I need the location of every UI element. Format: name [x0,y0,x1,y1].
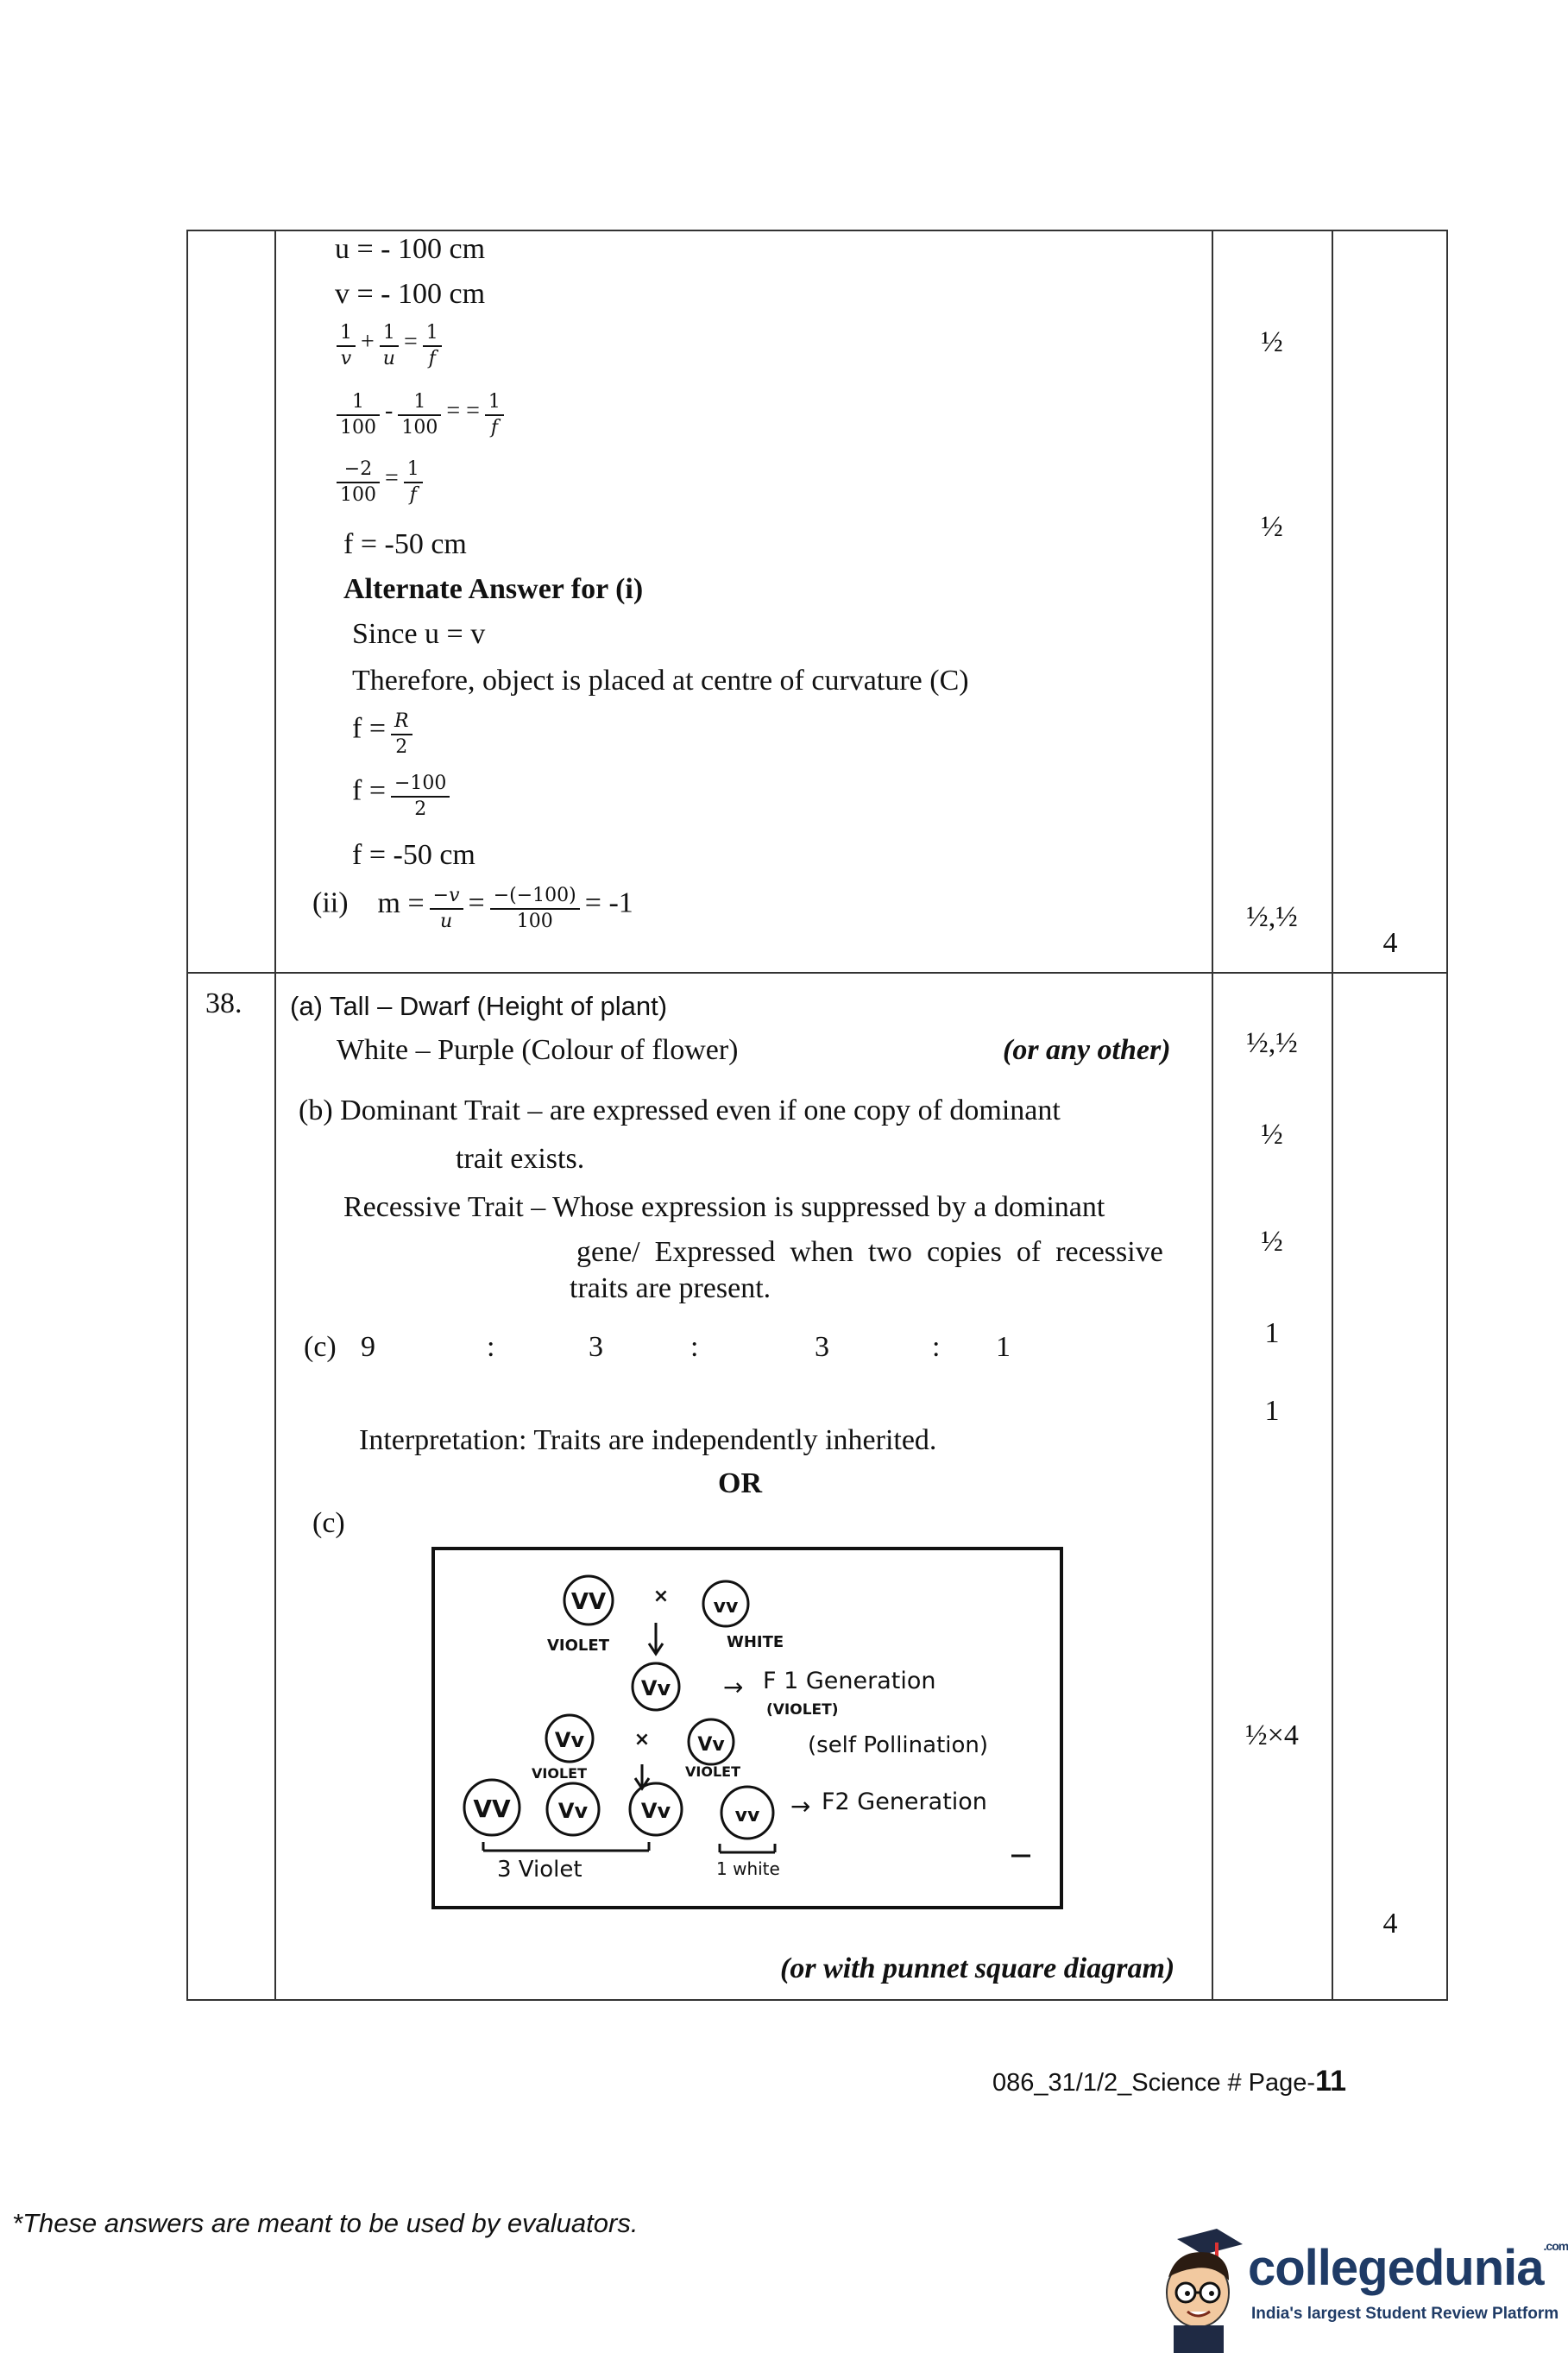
q38-mark-c: 1 [1264,1317,1280,1349]
f2-genotype-3: Vv [640,1799,671,1823]
table-border-top [186,230,1448,231]
q37-v-line: v = - 100 cm [335,278,486,310]
q38-a-note: (or any other) [1003,1034,1171,1066]
table-col-1 [186,230,188,2001]
cross-diagram [431,1547,1063,1909]
q37-lens-formula: $\frac{1}{v}$ + $\frac{1}{u}$ = $\frac{1}{f}$ [335,321,444,371]
f2-genotype-2: Vv [557,1799,589,1823]
self-parent-1-label: VIOLET [532,1765,587,1782]
q37-f-result: f = -50 cm [343,528,467,560]
f1-genotype: Vv [640,1676,671,1700]
q38-a-line1: (a) Tall – Dwarf (Height of plant) [290,991,668,1021]
cross-diagram-svg [435,1550,1060,1906]
table-col-2 [274,230,276,2001]
parent-white-label: WHITE [727,1633,784,1651]
q38-ratio-0: 9 [361,1331,375,1363]
q37-u-line: u = - 100 cm [335,233,486,265]
q38-ratio-4: 3 [815,1331,829,1363]
q38-total: 4 [1382,1908,1398,1940]
q38-mark-diagram: ½×4 [1245,1719,1299,1751]
white-count-label: 1 white [716,1858,780,1879]
cross-symbol-2: × [633,1729,651,1751]
parent-white-genotype: vv [713,1596,739,1618]
q38-b-line5: traits are present. [570,1272,771,1304]
q38-ratio-1: : [487,1331,495,1363]
f2-generation-label: F2 Generation [822,1788,987,1815]
q38-b-line4: gene/ Expressed when two copies of recessive [576,1236,1163,1268]
self-parent-2-label: VIOLET [685,1763,740,1780]
q37-simplification: $\frac{-2}{100}$ = $\frac{1}{f}$ [335,457,425,508]
q38-b-line1: (b) Dominant Trait – are expressed even if one copy of dominant [299,1094,1061,1126]
self-parent-2-genotype: Vv [697,1734,725,1756]
q37-mark-3: ½,½ [1246,901,1298,933]
brand-name: collegedunia$^{.com}$ [1248,2239,1568,2296]
q38-b-line3: Recessive Trait – Whose expression is suppressed by a dominant [343,1191,1105,1223]
self-parent-1-genotype: Vv [554,1728,585,1752]
brand-tagline: India's largest Student Review Platform [1251,2305,1559,2323]
evaluator-disclaimer: *These answers are meant to be used by evaluators. [12,2208,639,2238]
q38-c-label: (c) [304,1331,337,1363]
mascot-icon [1143,2224,1255,2353]
self-pollination-label: (self Pollination) [808,1732,989,1758]
q37-since: Since u = v [352,618,486,650]
q37-alt-heading: Alternate Answer for (i) [343,573,644,605]
q37-f-r2: f = $\frac{R}{2}$ [352,710,414,760]
f1-generation-label: F 1 Generation [763,1668,936,1694]
q37-magnification: (ii) m = $\frac{-v}{u}$ = $\frac{-(-100)}{100}$ = -1 [312,885,633,932]
q37-mark-1: ½ [1261,326,1283,358]
q37-f-100: f = $\frac{-100}{2}$ [352,772,451,822]
f1-sub-label: (VIOLET) [766,1701,839,1719]
f2-arrow: → [790,1792,811,1820]
page-number: 086_31/1/2_Science # Page-11 [992,2065,1347,2098]
q38-ratio-2: 3 [589,1331,603,1363]
f2-genotype-1: VV [473,1795,511,1823]
q38-c2-label: (c) [312,1507,345,1539]
f2-genotype-4: vv [734,1805,760,1826]
q38-mark-b2: ½ [1261,1226,1283,1258]
q38-mark-a: ½,½ [1246,1027,1298,1059]
q38-ratio-3: : [690,1331,699,1363]
parent-violet-label: VIOLET [547,1637,609,1655]
f1-arrow: → [723,1673,744,1701]
q38-interpretation: Interpretation: Traits are independently inherited. [359,1424,937,1456]
q38-punnet-note: (or with punnet square diagram) [780,1952,1175,1984]
collegedunia-logo [1143,2224,1568,2353]
parent-violet-genotype: VV [570,1589,607,1615]
violet-count-label: 3 Violet [497,1857,582,1883]
table-col-4 [1332,230,1333,2001]
q37-mark-2: ½ [1261,511,1283,543]
q38-number: 38. [205,987,242,1019]
q38-a-line2: White – Purple (Colour of flower) [337,1034,739,1066]
cross-symbol-1: × [652,1586,670,1607]
q37-therefore: Therefore, object is placed at centre of curvature (C) [352,665,969,697]
q38-or: OR [718,1467,762,1499]
table-col-5 [1446,230,1448,2001]
q37-substitution: $\frac{1}{100}$ - $\frac{1}{100}$ = = $\frac{1}{f}$ [335,390,506,440]
table-border-bottom [186,1999,1448,2001]
q38-mark-interp: 1 [1264,1395,1280,1427]
q38-b-line2: trait exists. [456,1143,585,1175]
q37-total: 4 [1382,927,1398,959]
table-row-divider [186,972,1448,974]
q38-ratio-5: : [932,1331,941,1363]
q38-ratio-6: 1 [996,1331,1011,1363]
q38-mark-b1: ½ [1261,1119,1283,1151]
q37-f-result-2: f = -50 cm [352,839,475,871]
